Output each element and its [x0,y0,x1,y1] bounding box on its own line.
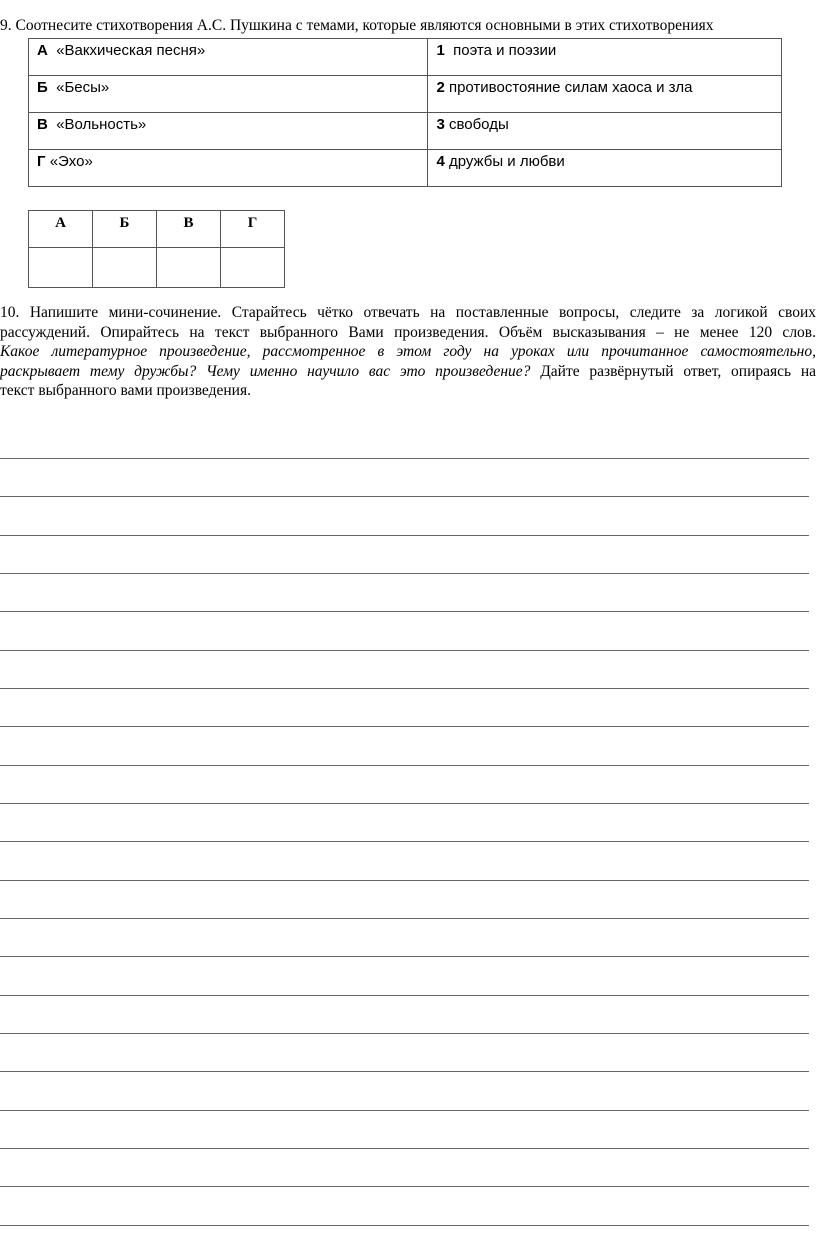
poem-title: «Эхо» [49,153,93,170]
answer-line[interactable] [0,995,809,996]
table-row [29,150,782,187]
answer-line[interactable] [0,880,809,881]
answer-line[interactable] [0,1110,809,1111]
answer-input-row [29,248,285,288]
question-10-italic: раскрывает тему дружбы? Чему именно научило вас это произведение? [0,362,531,380]
answer-cell-b[interactable] [93,248,157,288]
theme-key: 2 [436,79,445,96]
question-10-line: 10. Напишите мини-сочинение. Старайтесь чётко отвечать на поставленные вопросы, следите за логикой своих [0,304,816,321]
question-10-italic: Какое литературное произведение, рассмотренное в этом году на уроках или прочитанное самостоятельно, [0,343,816,360]
table-row [29,76,782,113]
theme-text: свободы [448,116,509,133]
poem-title: «Бесы» [56,79,110,96]
table-row [29,39,782,76]
question-10-line [0,342,816,362]
poem-key: А [37,42,48,59]
question-10-line-text: рассуждений. Опирайтесь на текст выбранного Вами произведения. Объём высказывания – не менее 120 слов. [0,323,816,341]
answer-line[interactable] [0,611,809,612]
poem-cell [29,39,428,76]
theme-key: 1 [436,42,445,59]
answer-line[interactable] [0,956,809,957]
answer-line[interactable] [0,1186,809,1187]
poem-key: Б [37,79,48,96]
answer-header: Г [221,211,285,248]
answer-line[interactable] [0,573,809,574]
poem-title: «Вольность» [56,116,147,133]
answer-line[interactable] [0,841,809,842]
question-10-line: текст выбранного вами произведения. [0,382,251,399]
question-10-line [0,323,816,343]
theme-cell [428,76,782,113]
poem-cell [29,113,428,150]
theme-key: 4 [436,153,445,170]
answer-table [28,210,285,288]
answer-line[interactable] [0,496,809,497]
theme-text: противостояние силам хаоса и зла [448,79,693,96]
answer-header: Б [93,211,157,248]
answer-cell-g[interactable] [221,248,285,288]
answer-line[interactable] [0,688,809,689]
theme-key: 3 [436,116,445,133]
answer-line[interactable] [0,1225,809,1226]
answer-line[interactable] [0,1033,809,1034]
question-9-title: 9. Соотнесите стихотворения А.С. Пушкина с темами, которые являются основными в этих стихотворениях [0,17,714,34]
answer-line[interactable] [0,1148,809,1149]
poem-title: «Вакхическая песня» [56,42,206,59]
answer-header-row [29,211,285,248]
answer-line[interactable] [0,650,809,651]
theme-cell [428,150,782,187]
theme-text: дружбы и любви [448,153,565,170]
poem-cell [29,150,428,187]
table-row [29,113,782,150]
question-10-line [0,362,816,382]
theme-cell [428,113,782,150]
answer-line[interactable] [0,726,809,727]
matching-table [28,38,782,187]
answer-line[interactable] [0,458,809,459]
poem-key: Г [37,153,46,170]
question-10-text [0,303,816,401]
question-10-line-text: Дайте развёрнутый ответ, опираясь на [530,362,816,380]
answer-line[interactable] [0,765,809,766]
answer-header: В [157,211,221,248]
answer-header: А [29,211,93,248]
theme-text: поэта и поэзии [453,42,557,59]
answer-cell-a[interactable] [29,248,93,288]
answer-cell-v[interactable] [157,248,221,288]
answer-line[interactable] [0,1071,809,1072]
answer-line[interactable] [0,535,809,536]
poem-key: В [37,116,48,133]
answer-line[interactable] [0,918,809,919]
poem-cell [29,76,428,113]
theme-cell [428,39,782,76]
answer-line[interactable] [0,803,809,804]
